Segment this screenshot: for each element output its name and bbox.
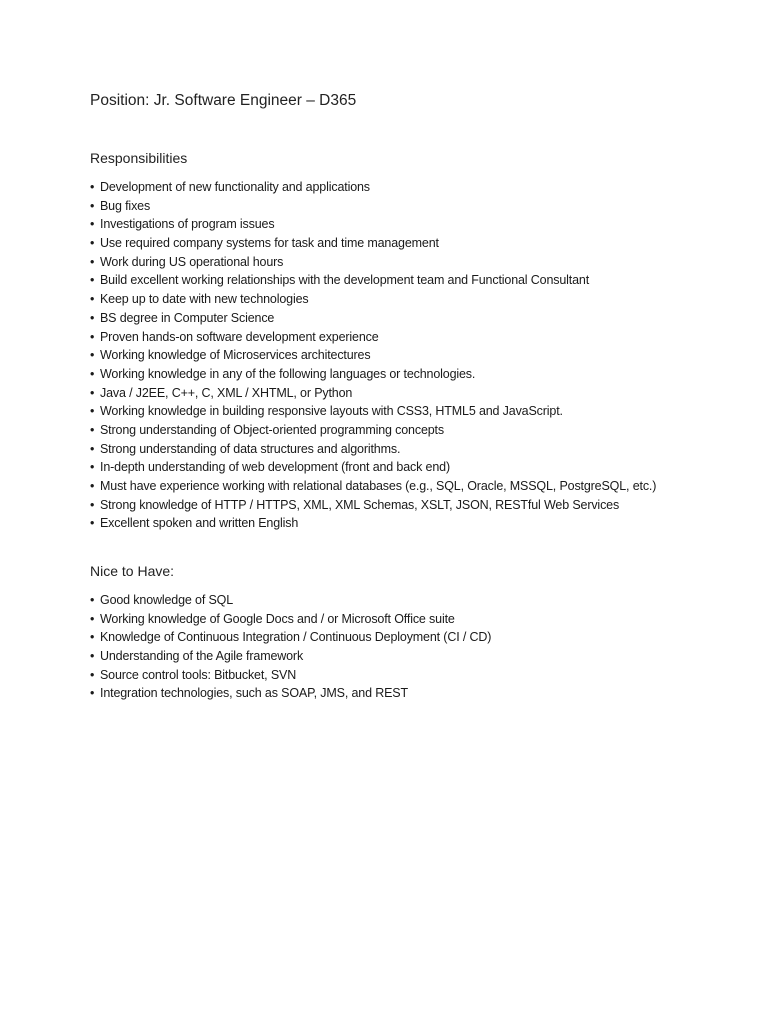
list-item-text: Source control tools: Bitbucket, SVN [100,667,297,682]
bullet-marker: • [90,667,95,682]
bullet-marker: • [90,236,95,251]
list-item [90,514,656,533]
bullet-marker: • [90,348,95,363]
list-item [90,666,491,685]
list-item-text: Working knowledge in building responsive layouts with CSS3, HTML5 and JavaScript. [100,404,563,419]
list-item [90,234,656,253]
bullet-marker: • [90,292,95,307]
list-item [90,421,656,440]
list-item-text: Java / J2EE, C++, C, XML / XHTML, or Python [100,385,353,400]
list-item [90,365,656,384]
list-item-text: In-depth understanding of web development (front and back end) [100,460,450,475]
bullet-marker: • [90,479,95,493]
list-item-text: Integration technologies, such as SOAP, JMS, and REST [100,686,408,701]
bullet-marker: • [90,217,95,232]
bullet-marker: • [90,404,95,419]
bullet-marker: • [90,630,95,645]
list-item-text: BS degree in Computer Science [100,310,275,325]
list-item-text: Strong understanding of Object-oriented programming concepts [100,422,444,437]
list-item-text: Bug fixes [100,198,151,213]
list-item [90,610,491,629]
list-item [90,496,656,515]
bullet-marker: • [90,460,95,475]
list-item-text: Strong understanding of data structures and algorithms. [100,441,401,456]
list-item-text: Working knowledge of Google Docs and / or Microsoft Office suite [100,611,455,626]
list-item-text: Investigations of program issues [100,217,275,232]
list-item-text: Proven hands-on software development experience [100,329,379,344]
nice-to-have-list [90,591,491,703]
bullet-marker: • [90,611,95,626]
bullet-marker: • [90,441,95,456]
list-item-text: Working knowledge in any of the following languages or technologies. [100,366,476,381]
list-item [90,628,491,647]
nice-to-have-heading: Nice to Have: [90,563,175,579]
responsibilities-heading: Responsibilities [90,150,188,166]
bullet-marker: • [90,686,95,701]
list-item [90,309,656,328]
bullet-marker: • [90,497,95,512]
list-item [90,477,656,496]
list-item [90,684,491,703]
list-item-text: Build excellent working relationships with the development team and Functional Consultant [100,273,590,288]
list-item [90,402,656,421]
bullet-marker: • [90,593,95,607]
list-item-text: Work during US operational hours [100,254,284,269]
bullet-marker: • [90,385,95,400]
list-item [90,197,656,216]
list-item-text: Use required company systems for task and time management [100,236,439,251]
bullet-marker: • [90,329,95,344]
list-item-text: Excellent spoken and written English [100,516,299,531]
list-item [90,591,491,610]
list-item [90,384,656,403]
bullet-marker: • [90,649,95,664]
list-item-text: Development of new functionality and applications [100,180,370,194]
list-item-text: Knowledge of Continuous Integration / Continuous Deployment (CI / CD) [100,630,492,645]
bullet-marker: • [90,366,95,381]
bullet-marker: • [90,273,95,288]
list-item [90,253,656,272]
bullet-marker: • [90,254,95,269]
list-item-text: Good knowledge of SQL [100,593,234,607]
bullet-marker: • [90,198,95,213]
list-item [90,346,656,365]
bullet-marker: • [90,180,95,194]
list-item [90,271,656,290]
list-item [90,440,656,459]
list-item [90,647,491,666]
list-item [90,215,656,234]
list-item-text: Must have experience working with relational databases (e.g., SQL, Oracle, MSSQL, PostgreSQL, etc.) [100,479,657,493]
bullet-marker: • [90,310,95,325]
list-item-text: Keep up to date with new technologies [100,292,309,307]
page-title: Position: Jr. Software Engineer – D365 [90,92,357,109]
responsibilities-list [90,178,656,533]
list-item-text: Understanding of the Agile framework [100,649,304,664]
list-item [90,290,656,309]
list-item [90,458,656,477]
list-item-text: Strong knowledge of HTTP / HTTPS, XML, XML Schemas, XSLT, JSON, RESTful Web Services [100,497,620,512]
list-item [90,328,656,347]
list-item [90,178,656,197]
bullet-marker: • [90,516,95,531]
bullet-marker: • [90,422,95,437]
list-item-text: Working knowledge of Microservices architectures [100,348,371,363]
